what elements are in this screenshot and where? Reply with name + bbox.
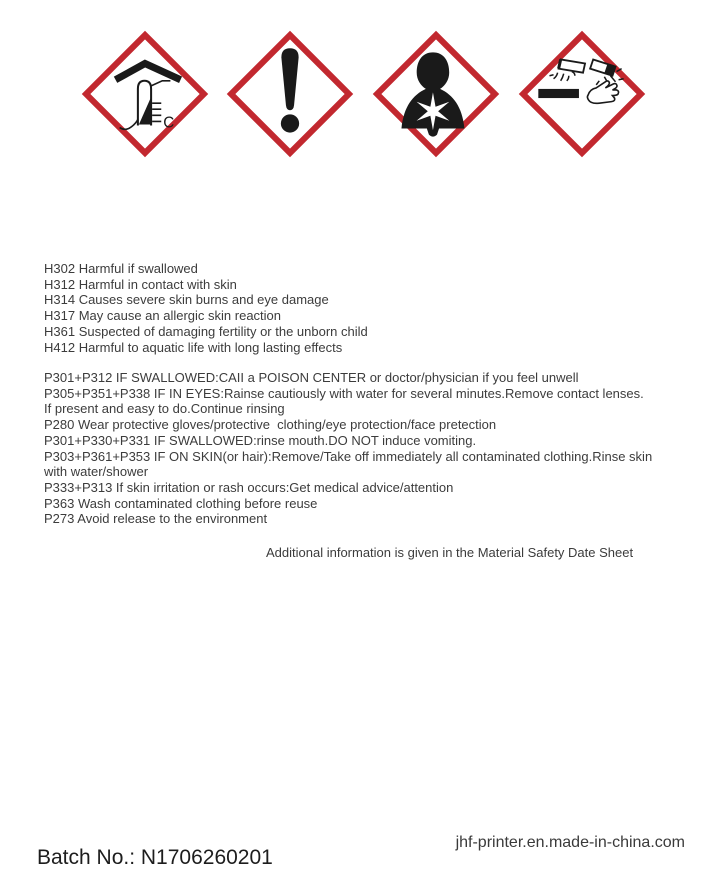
precautionary-statement: P280 Wear protective gloves/protective clothing/eye protection/face pretection bbox=[44, 417, 497, 433]
roof-tube-c-icon bbox=[81, 30, 209, 158]
health-hazard-icon bbox=[372, 30, 500, 158]
precautionary-statements-block bbox=[44, 370, 652, 527]
precautionary-statement: P273 Avoid release to the environment bbox=[44, 511, 268, 527]
hazard-statement: H312 Harmful in contact with skin bbox=[44, 276, 237, 292]
precautionary-statement: P301+P330+P331 IF SWALLOWED:rinse mouth.DO NOT induce vomiting. bbox=[44, 432, 477, 448]
hazard-statement: H412 Harmful to aquatic life with long lasting effects bbox=[44, 339, 343, 355]
letter-c: C bbox=[163, 114, 175, 132]
hazard-statement: H317 May cause an allergic skin reaction bbox=[44, 308, 282, 324]
precautionary-statement: P333+P313 If skin irritation or rash occurs:Get medical advice/attention bbox=[44, 479, 454, 495]
hazard-statements-block bbox=[44, 261, 368, 355]
precautionary-statement: with water/shower bbox=[44, 464, 149, 480]
batch-number: Batch No.: N1706260201 bbox=[37, 846, 273, 869]
hazard-statement: H314 Causes severe skin burns and eye damage bbox=[44, 292, 329, 308]
hazard-statement: H302 Harmful if swallowed bbox=[44, 261, 198, 276]
corrosive-icon bbox=[518, 30, 646, 158]
precautionary-statement: P305+P351+P338 IF IN EYES:Rainse cautiously with water for several minutes.Remove contact lenses. bbox=[44, 385, 644, 401]
additional-info-note: Additional information is given in the Material Safety Date Sheet bbox=[266, 545, 634, 560]
precautionary-statement: P303+P361+P353 IF ON SKIN(or hair):Remove/Take off immediately all contaminated clothing.Rinse skin bbox=[44, 448, 653, 464]
precautionary-statement: If present and easy to do.Continue rinsing bbox=[44, 401, 285, 417]
watermark-url: jhf-printer.en.made-in-china.com bbox=[455, 834, 685, 851]
exclamation-mark-icon bbox=[226, 30, 354, 158]
precautionary-statement: P301+P312 IF SWALLOWED:CAII a POISON CENTER or doctor/physician if you feel unwell bbox=[44, 370, 579, 385]
precautionary-statement: P363 Wash contaminated clothing before reuse bbox=[44, 495, 318, 511]
diamond-border bbox=[86, 35, 204, 153]
hazard-statement: H361 Suspected of damaging fertility or the unborn child bbox=[44, 323, 368, 339]
